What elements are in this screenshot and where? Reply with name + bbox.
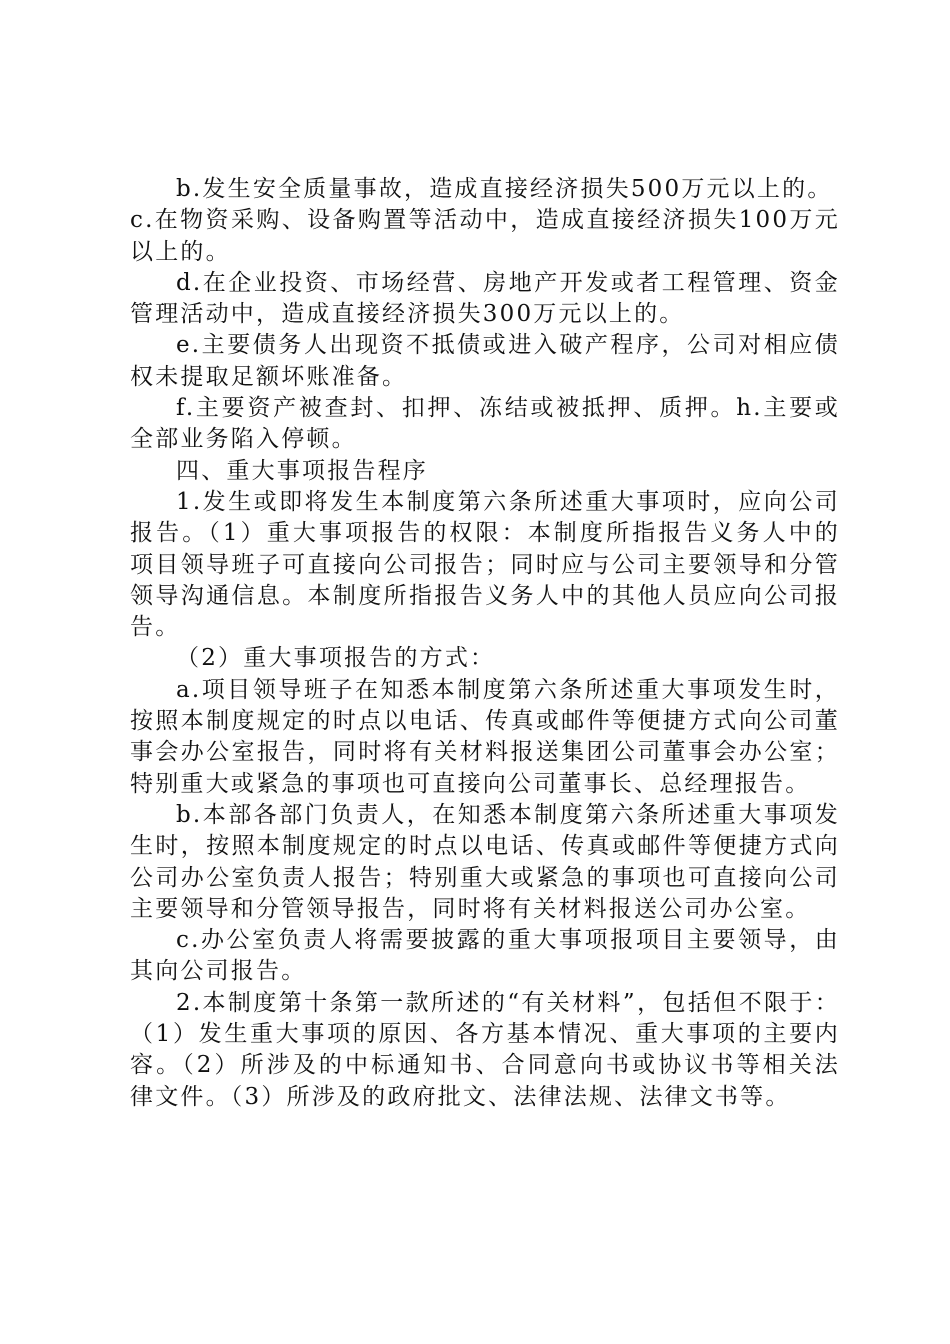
document-body — [130, 174, 840, 1113]
paragraph-c-office-head: c.办公室负责人将需要披露的重大事项报项目主要领导，由其向公司报告。 — [130, 927, 840, 985]
paragraph-f-assets: f.主要资产被查封、扣押、冻结或被抵押、质押。h.主要或全部业务陷入停顿。 — [130, 395, 840, 453]
paragraph-b-safety-accident: b.发生安全质量事故，造成直接经济损失500万元以上的。 — [176, 176, 833, 202]
paragraph-d-investment: d.在企业投资、市场经营、房地产开发或者工程管理、资金管理活动中，造成直接经济损失300万元以上的。 — [130, 269, 840, 328]
paragraph-a-project-leadership: a.项目领导班子在知悉本制度第六条所述重大事项发生时，按照本制度规定的时点以电话、传真或邮件等便捷方式向公司董事会办公室报告，同时将有关材料报送集团公司董事会办公室；特别重大或紧急的事项也可直接向公司董事长、总经理报告。 — [130, 676, 840, 797]
paragraph-1-reporting-authority: 1.发生或即将发生本制度第六条所述重大事项时，应向公司报告。（1）重大事项报告的权限：本制度所指报告义务人中的项目领导班子可直接向公司报告；同时应与公司主要领导和分管领导沟通信息。本制度所指报告义务人中的其他人员应向公司报告。 — [130, 488, 840, 641]
section-heading-reporting-procedure: 四、重大事项报告程序 — [176, 457, 428, 484]
paragraph-e-debtor: e.主要债务人出现资不抵债或进入破产程序，公司对相应债权未提取足额坏账准备。 — [130, 332, 840, 390]
paragraph-c-procurement: c.在物资采购、设备购置等活动中，造成直接经济损失100万元以上的。 — [130, 207, 840, 265]
paragraph-2-reporting-method-heading: （2）重大事项报告的方式： — [176, 645, 496, 672]
paragraph-b-department-heads: b.本部各部门负责人，在知悉本制度第六条所述重大事项发生时，按照本制度规定的时点以电话、传真或邮件等便捷方式向公司办公室负责人报告；特别重大或紧急的事项也可直接向公司主要领导和分管领导报告，同时将有关材料报送公司办公室。 — [130, 801, 840, 922]
paragraph-2-relevant-materials: 2.本制度第十条第一款所述的“有关材料”，包括但不限于：（1）发生重大事项的原因、各方基本情况、重大事项的主要内容。（2）所涉及的中标通知书、合同意向书或协议书等相关法律文件。（3）所涉及的政府批文、法律法规、法律文书等。 — [130, 989, 840, 1110]
